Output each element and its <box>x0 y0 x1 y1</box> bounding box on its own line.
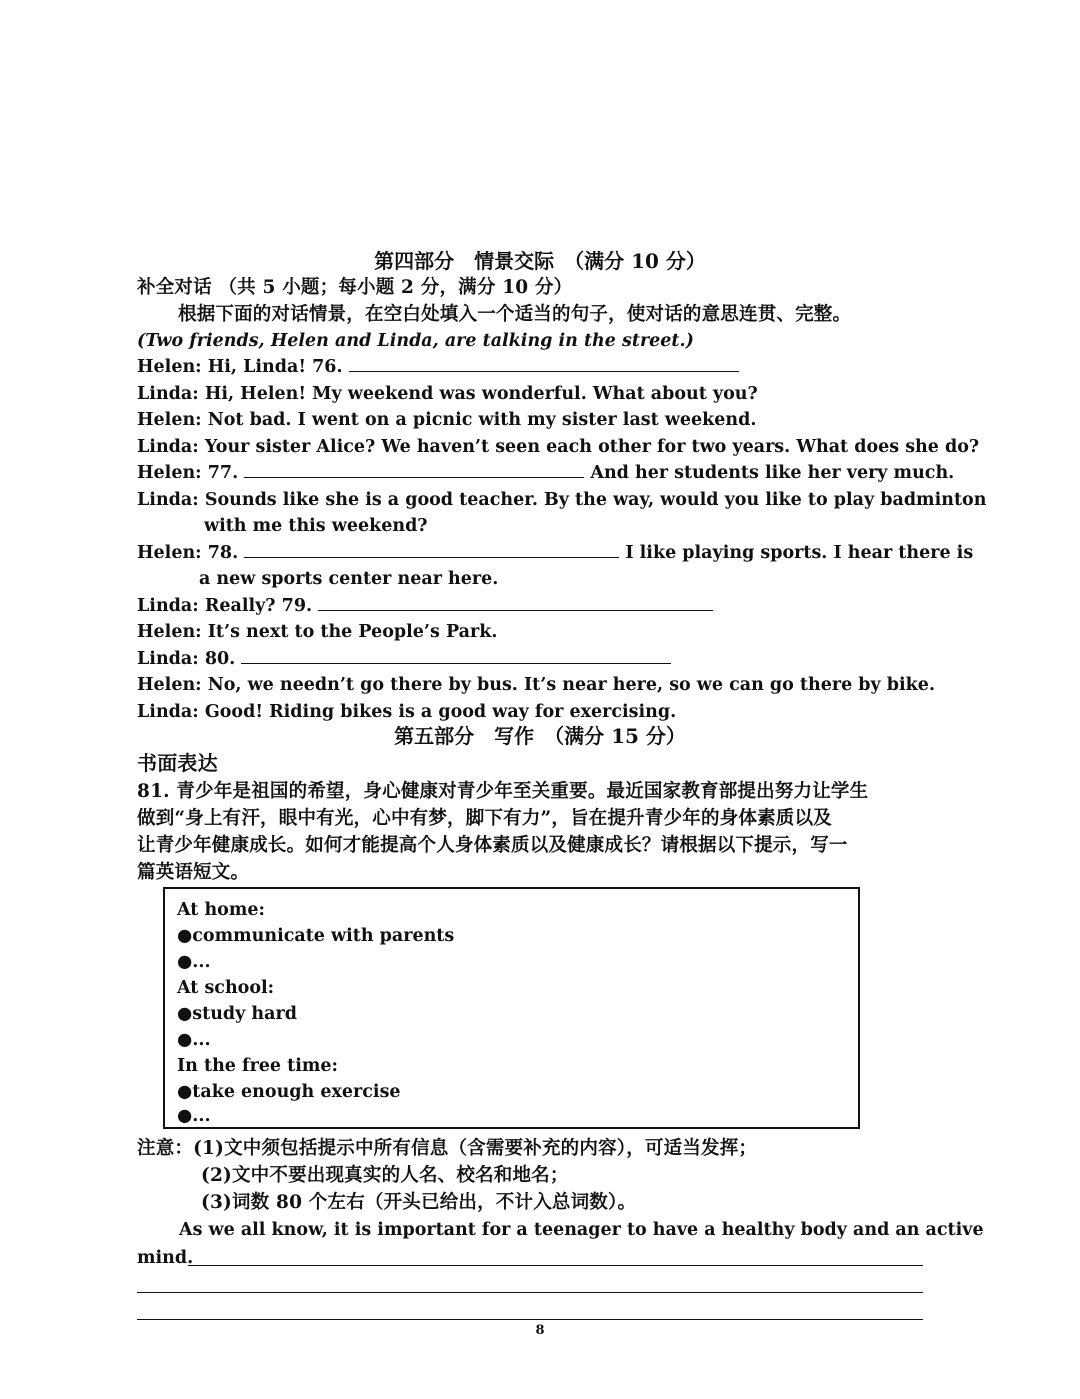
dialogue-line-7-cont: a new sports center near here. <box>199 569 499 589</box>
essay-opening: As we all know, it is important for a teenager to have a healthy body and an active <box>179 1220 984 1240</box>
speaker: Linda: <box>137 702 199 722</box>
hint-item: ●... <box>177 952 211 972</box>
speaker: Linda: <box>137 490 199 510</box>
speaker: Helen: <box>137 410 202 430</box>
hint-heading-school: At school: <box>177 978 275 998</box>
dialogue-line-5: Helen: 77. And her students like her very much. <box>137 463 955 483</box>
dialogue-line-6: Linda: Sounds like she is a good teacher. By the way, would you like to play badminton <box>137 490 987 510</box>
part4-instruction: 根据下面的对话情景，在空白处填入一个适当的句子，使对话的意思连贯、完整。 <box>178 304 852 325</box>
speaker: Linda: <box>137 649 199 669</box>
answer-blank-76[interactable] <box>349 357 739 372</box>
speaker: Helen: <box>137 543 202 563</box>
hint-item: ●... <box>177 1030 211 1050</box>
page-number: 8 <box>535 1323 545 1338</box>
dialogue-line-3: Helen: Not bad. I went on a picnic with my sister last weekend. <box>137 410 757 430</box>
hint-item: ●... <box>177 1106 211 1126</box>
prompt-line-1: 81. 青少年是祖国的希望，身心健康对青少年至关重要。最近国家教育部提出努力让学生 <box>137 781 869 802</box>
dialogue-line-6-cont: with me this weekend? <box>204 516 428 536</box>
hint-heading-home: At home: <box>177 900 265 920</box>
dialogue-context: (Two friends, Helen and Linda, are talking in the street.) <box>137 331 694 351</box>
dialogue-line-12: Linda: Good! Riding bikes is a good way for exercising. <box>137 702 677 722</box>
dialogue-line-1: Helen: Hi, Linda! 76. <box>137 354 739 380</box>
dialogue-line-11: Helen: No, we needn’t go there by bus. It’s near here, so we can go there by bike. <box>137 675 936 695</box>
dialogue-line-8: Linda: Really? 79. <box>137 593 713 619</box>
note-3: (3)词数 80 个左右（开头已给出，不计入总词数）。 <box>201 1192 637 1213</box>
hint-item: ●take enough exercise <box>177 1082 401 1102</box>
prompt-line-4: 篇英语短文。 <box>137 862 250 883</box>
dialogue-line-10: Linda: 80. <box>137 646 671 672</box>
dialogue-line-7: Helen: 78. I like playing sports. I hear there is <box>137 543 974 563</box>
part4-subtitle: 补全对话 （共 5 小题；每小题 2 分，满分 10 分） <box>137 277 573 298</box>
dialogue-line-9: Helen: It’s next to the People’s Park. <box>137 622 498 642</box>
answer-blank-78[interactable] <box>244 543 619 558</box>
essay-opening-cont: mind. <box>137 1248 194 1268</box>
speaker: Linda: <box>137 596 199 616</box>
hint-heading-free-time: In the free time: <box>177 1056 338 1076</box>
speaker: Helen: <box>137 622 202 642</box>
writing-line[interactable] <box>188 1265 923 1266</box>
writing-line[interactable] <box>137 1319 923 1320</box>
hint-item: ●study hard <box>177 1004 297 1024</box>
prompt-line-2: 做到“身上有汗，眼中有光，心中有梦，脚下有力”，旨在提升青少年的身体素质以及 <box>137 808 832 829</box>
speaker: Linda: <box>137 384 199 404</box>
hint-item: ●communicate with parents <box>177 926 455 946</box>
answer-blank-79[interactable] <box>318 596 713 611</box>
dialogue-line-2: Linda: Hi, Helen! My weekend was wonderful. What about you? <box>137 384 758 404</box>
part5-subtitle: 书面表达 <box>137 751 218 775</box>
part4-title: 第四部分 情景交际 （满分 10 分） <box>374 249 706 273</box>
writing-line[interactable] <box>137 1292 923 1293</box>
part5-title: 第五部分 写作 （满分 15 分） <box>394 724 686 748</box>
speaker: Linda: <box>137 437 199 457</box>
hints-box <box>163 887 860 1129</box>
note-2: (2)文中不要出现真实的人名、校名和地名； <box>201 1165 569 1186</box>
prompt-line-3: 让青少年健康成长。如何才能提高个人身体素质以及健康成长？请根据以下提示，写一 <box>137 835 848 856</box>
speaker: Helen: <box>137 357 202 377</box>
dialogue-line-4: Linda: Your sister Alice? We haven’t seen each other for two years. What does she do? <box>137 437 980 457</box>
speaker: Helen: <box>137 463 202 483</box>
answer-blank-77[interactable] <box>244 463 584 478</box>
speaker: Helen: <box>137 675 202 695</box>
answer-blank-80[interactable] <box>241 649 671 664</box>
note-1: 注意：(1)文中须包括提示中所有信息（含需要补充的内容），可适当发挥； <box>137 1138 758 1159</box>
